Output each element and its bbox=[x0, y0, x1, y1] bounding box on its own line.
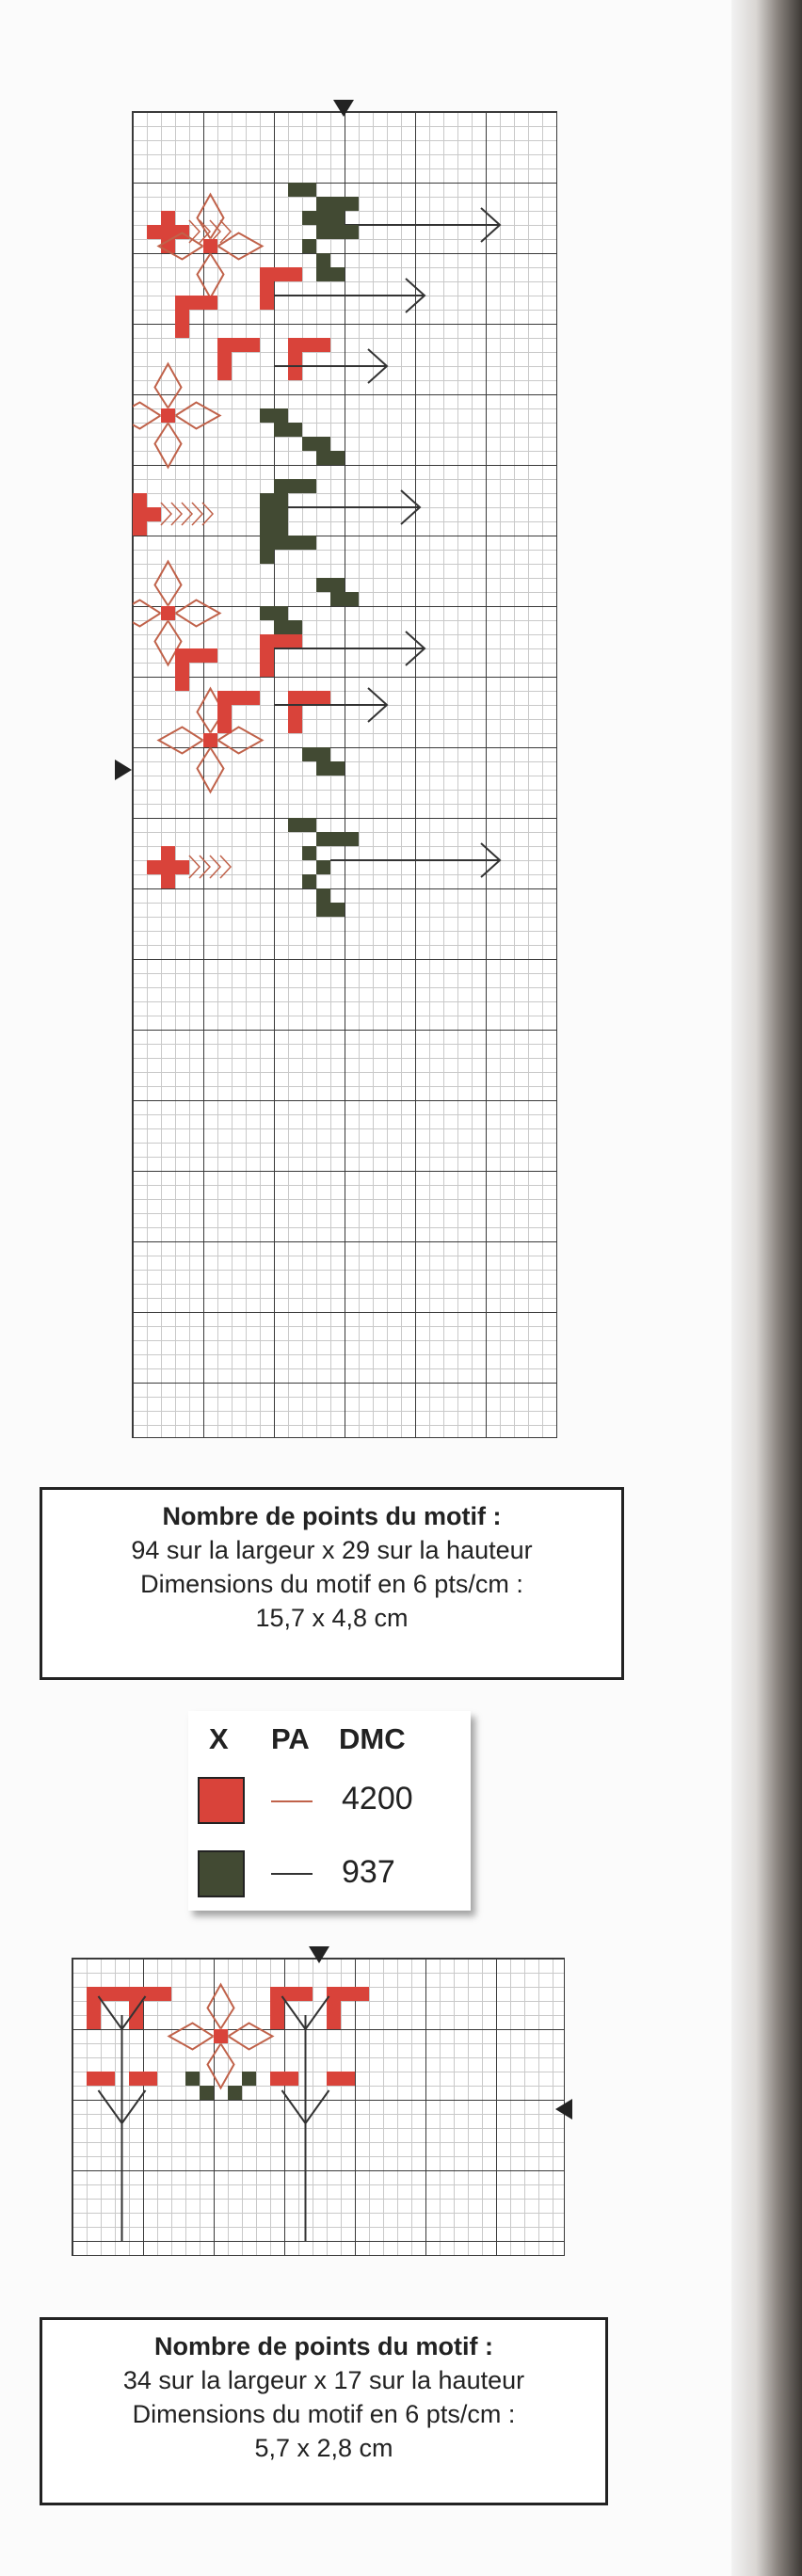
backstitch-line bbox=[202, 503, 213, 525]
stitch-cell bbox=[288, 818, 302, 832]
stitch-cell bbox=[288, 423, 302, 437]
stitch-cell bbox=[330, 197, 345, 211]
stitch-cell bbox=[260, 493, 274, 507]
stitch-cell bbox=[217, 338, 232, 352]
stitch-cell bbox=[274, 634, 288, 648]
stitch-cell bbox=[302, 536, 316, 550]
stitch-cell bbox=[274, 606, 288, 620]
stitch-cell bbox=[288, 705, 302, 719]
stitch-cell bbox=[101, 1987, 115, 2001]
stitch-cell bbox=[228, 2086, 242, 2100]
backstitch-line bbox=[218, 233, 263, 260]
legend-backstitch-dark-line bbox=[271, 1873, 313, 1875]
backstitch-line bbox=[159, 728, 203, 754]
backstitch-line bbox=[192, 503, 202, 525]
stitch-cell bbox=[316, 253, 330, 267]
motif-info-box bbox=[40, 2317, 608, 2505]
stitch-cell bbox=[189, 296, 203, 310]
stitch-cell bbox=[316, 451, 330, 465]
legend-dmc-code: 4200 bbox=[342, 1781, 413, 1816]
stitch-cell bbox=[302, 691, 316, 705]
stitch-cell bbox=[274, 479, 288, 493]
stitch-cell bbox=[316, 211, 330, 225]
color-legend bbox=[188, 1711, 471, 1911]
backstitch-line bbox=[208, 1985, 234, 2029]
stitch-cell bbox=[327, 2015, 341, 2029]
stitch-cell bbox=[270, 1987, 284, 2001]
stitch-cell bbox=[330, 578, 345, 592]
stitch-cell bbox=[260, 267, 274, 281]
stitch-cell bbox=[232, 691, 246, 705]
stitch-cell bbox=[288, 183, 302, 197]
stitch-cell bbox=[87, 2015, 101, 2029]
stitch-cell bbox=[288, 338, 302, 352]
backstitch-line bbox=[208, 2044, 234, 2088]
stitch-cell bbox=[203, 296, 217, 310]
backstitch-line bbox=[210, 856, 220, 878]
backstitch-line bbox=[133, 403, 161, 429]
backstitch-line bbox=[169, 2024, 214, 2050]
stitch-cell bbox=[185, 2072, 200, 2086]
stitch-cell bbox=[316, 267, 330, 281]
center-marker-top-icon bbox=[309, 1946, 329, 1963]
stitch-cell bbox=[175, 648, 189, 663]
stitch-cell bbox=[330, 267, 345, 281]
stitch-cell bbox=[161, 211, 175, 225]
motif-dimension-value: 5,7 x 2,8 cm bbox=[254, 2434, 393, 2462]
stitch-cell bbox=[274, 536, 288, 550]
stitch-cell bbox=[203, 733, 217, 747]
stitch-cell bbox=[260, 648, 274, 663]
stitch-cell bbox=[274, 521, 288, 536]
motif-dimension-value: 15,7 x 4,8 cm bbox=[255, 1604, 409, 1632]
stitch-cell bbox=[330, 832, 345, 846]
legend-header-pa: PA bbox=[271, 1722, 310, 1755]
stitch-cell bbox=[316, 338, 330, 352]
stitch-cell bbox=[288, 536, 302, 550]
stitch-cell bbox=[288, 366, 302, 380]
backstitch-line bbox=[198, 254, 224, 298]
stitch-cell bbox=[327, 2001, 341, 2015]
stitch-cell bbox=[260, 550, 274, 564]
stitch-cell bbox=[316, 437, 330, 451]
stitch-cell bbox=[345, 197, 359, 211]
stitch-cell bbox=[143, 2072, 157, 2086]
center-marker-right-icon bbox=[555, 2099, 572, 2120]
backstitch-line bbox=[155, 424, 182, 468]
stitch-cell bbox=[330, 903, 345, 917]
stitch-cell bbox=[302, 183, 316, 197]
stitch-cell bbox=[316, 903, 330, 917]
stitch-cell bbox=[87, 2072, 101, 2086]
stitch-cell bbox=[270, 2015, 284, 2029]
stitch-cell bbox=[316, 197, 330, 211]
stitch-cell bbox=[129, 1987, 143, 2001]
stitch-cell bbox=[302, 874, 316, 888]
stitch-cell bbox=[330, 225, 345, 239]
motif-dimension-label: Dimensions du motif en 6 pts/cm : bbox=[132, 2400, 516, 2428]
stitch-cell bbox=[260, 507, 274, 521]
stitch-cell bbox=[203, 239, 217, 253]
stitch-cell bbox=[133, 507, 147, 521]
stitch-cell bbox=[157, 1987, 171, 2001]
stitch-cell bbox=[260, 281, 274, 296]
stitch-cell bbox=[288, 634, 302, 648]
stitch-cell bbox=[288, 479, 302, 493]
stitch-cell bbox=[302, 846, 316, 860]
stitch-cell bbox=[274, 408, 288, 423]
stitch-cell bbox=[200, 2086, 214, 2100]
motif-dimension-label: Dimensions du motif en 6 pts/cm : bbox=[140, 1570, 523, 1598]
stitch-cell bbox=[316, 747, 330, 761]
motif-info-box bbox=[40, 1487, 624, 1680]
book-spine-shadow bbox=[731, 0, 802, 2576]
backstitch-line bbox=[229, 2024, 273, 2050]
stitch-cell bbox=[274, 267, 288, 281]
stitch-cell bbox=[316, 225, 330, 239]
motif-info-title: Nombre de points du motif : bbox=[154, 2332, 493, 2360]
stitch-cell bbox=[327, 2072, 341, 2086]
cross-stitch-chart-border bbox=[132, 111, 557, 1438]
stitch-cell bbox=[260, 663, 274, 677]
stitch-cell bbox=[330, 211, 345, 225]
stitch-cell bbox=[246, 691, 260, 705]
stitch-cell bbox=[302, 437, 316, 451]
stitch-cell bbox=[175, 310, 189, 324]
stitch-cell bbox=[147, 225, 161, 239]
stitch-cell bbox=[175, 324, 189, 338]
stitch-cell bbox=[288, 719, 302, 733]
legend-dmc-code: 937 bbox=[342, 1854, 395, 1890]
backstitch-line bbox=[200, 856, 210, 878]
stitch-cell bbox=[345, 592, 359, 606]
chart-pattern-svg bbox=[72, 1959, 566, 2257]
stitch-cell bbox=[115, 1987, 129, 2001]
chart-pattern-svg bbox=[133, 112, 558, 1439]
stitch-cell bbox=[302, 211, 316, 225]
stitch-cell bbox=[260, 536, 274, 550]
motif-stitch-count: 34 sur la largeur x 17 sur la hauteur bbox=[122, 2366, 525, 2394]
stitch-cell bbox=[242, 2072, 256, 2086]
stitch-cell bbox=[143, 1987, 157, 2001]
stitch-cell bbox=[288, 352, 302, 366]
stitch-cell bbox=[341, 2072, 355, 2086]
stitch-cell bbox=[302, 239, 316, 253]
stitch-cell bbox=[316, 860, 330, 874]
stitch-cell bbox=[288, 267, 302, 281]
stitch-cell bbox=[302, 818, 316, 832]
stitch-cell bbox=[330, 761, 345, 776]
stitch-cell bbox=[274, 620, 288, 634]
stitch-cell bbox=[175, 663, 189, 677]
backstitch-line bbox=[220, 856, 231, 878]
stitch-cell bbox=[330, 451, 345, 465]
stitch-cell bbox=[217, 691, 232, 705]
motif-stitch-count: 94 sur la largeur x 29 sur la hauteur bbox=[131, 1536, 533, 1564]
stitch-cell bbox=[129, 2072, 143, 2086]
stitch-cell bbox=[274, 493, 288, 507]
stitch-cell bbox=[217, 719, 232, 733]
stitch-cell bbox=[161, 874, 175, 888]
stitch-cell bbox=[270, 2072, 284, 2086]
stitch-cell bbox=[217, 705, 232, 719]
stitch-cell bbox=[316, 888, 330, 903]
stitch-cell bbox=[345, 832, 359, 846]
legend-swatch-dark-green bbox=[198, 1850, 245, 1897]
stitch-cell bbox=[87, 2001, 101, 2015]
stitch-cell bbox=[161, 606, 175, 620]
backstitch-line bbox=[189, 856, 200, 878]
stitch-cell bbox=[87, 1987, 101, 2001]
stitch-cell bbox=[302, 338, 316, 352]
stitch-cell bbox=[161, 225, 175, 239]
stitch-cell bbox=[175, 860, 189, 874]
stitch-cell bbox=[302, 747, 316, 761]
stitch-cell bbox=[217, 366, 232, 380]
backstitch-line bbox=[182, 503, 192, 525]
backstitch-line bbox=[171, 503, 182, 525]
cross-stitch-chart-small bbox=[72, 1958, 565, 2256]
stitch-cell bbox=[316, 578, 330, 592]
stitch-cell bbox=[260, 296, 274, 310]
backstitch-line bbox=[176, 600, 220, 627]
legend-header-dmc: DMC bbox=[339, 1722, 406, 1755]
stitch-cell bbox=[101, 2072, 115, 2086]
stitch-cell bbox=[345, 225, 359, 239]
stitch-cell bbox=[161, 408, 175, 423]
stitch-cell bbox=[175, 296, 189, 310]
legend-header-x: X bbox=[209, 1722, 229, 1755]
stitch-cell bbox=[288, 620, 302, 634]
backstitch-line bbox=[161, 503, 171, 525]
backstitch-line bbox=[133, 600, 161, 627]
center-marker-left-icon bbox=[115, 760, 132, 780]
stitch-cell bbox=[284, 2072, 298, 2086]
stitch-cell bbox=[260, 408, 274, 423]
stitch-cell bbox=[161, 860, 175, 874]
stitch-cell bbox=[161, 846, 175, 860]
stitch-cell bbox=[147, 860, 161, 874]
stitch-cell bbox=[284, 1987, 298, 2001]
stitch-cell bbox=[189, 648, 203, 663]
stitch-cell bbox=[175, 677, 189, 691]
stitch-cell bbox=[288, 691, 302, 705]
stitch-cell bbox=[214, 2029, 228, 2043]
stitch-cell bbox=[270, 2001, 284, 2015]
backstitch-line bbox=[155, 562, 182, 606]
center-marker-top-icon bbox=[333, 100, 354, 117]
backstitch-line bbox=[198, 748, 224, 792]
backstitch-line bbox=[176, 403, 220, 429]
stitch-cell bbox=[316, 761, 330, 776]
stitch-cell bbox=[327, 1987, 341, 2001]
stitch-cell bbox=[133, 521, 147, 536]
stitch-cell bbox=[246, 338, 260, 352]
stitch-cell bbox=[260, 606, 274, 620]
stitch-cell bbox=[302, 479, 316, 493]
stitch-cell bbox=[147, 507, 161, 521]
stitch-cell bbox=[355, 1987, 369, 2001]
stitch-cell bbox=[260, 521, 274, 536]
stitch-cell bbox=[217, 352, 232, 366]
legend-backstitch-red-line bbox=[271, 1800, 313, 1802]
stitch-cell bbox=[274, 507, 288, 521]
stitch-cell bbox=[232, 338, 246, 352]
legend-swatch-red bbox=[198, 1777, 245, 1824]
stitch-cell bbox=[316, 832, 330, 846]
stitch-cell bbox=[341, 1987, 355, 2001]
stitch-cell bbox=[133, 493, 147, 507]
stitch-cell bbox=[316, 691, 330, 705]
motif-info-title: Nombre de points du motif : bbox=[162, 1502, 502, 1530]
stitch-cell bbox=[203, 648, 217, 663]
backstitch-line bbox=[155, 364, 182, 408]
stitch-cell bbox=[274, 423, 288, 437]
stitch-cell bbox=[298, 1987, 313, 2001]
stitch-cell bbox=[260, 634, 274, 648]
stitch-cell bbox=[330, 592, 345, 606]
